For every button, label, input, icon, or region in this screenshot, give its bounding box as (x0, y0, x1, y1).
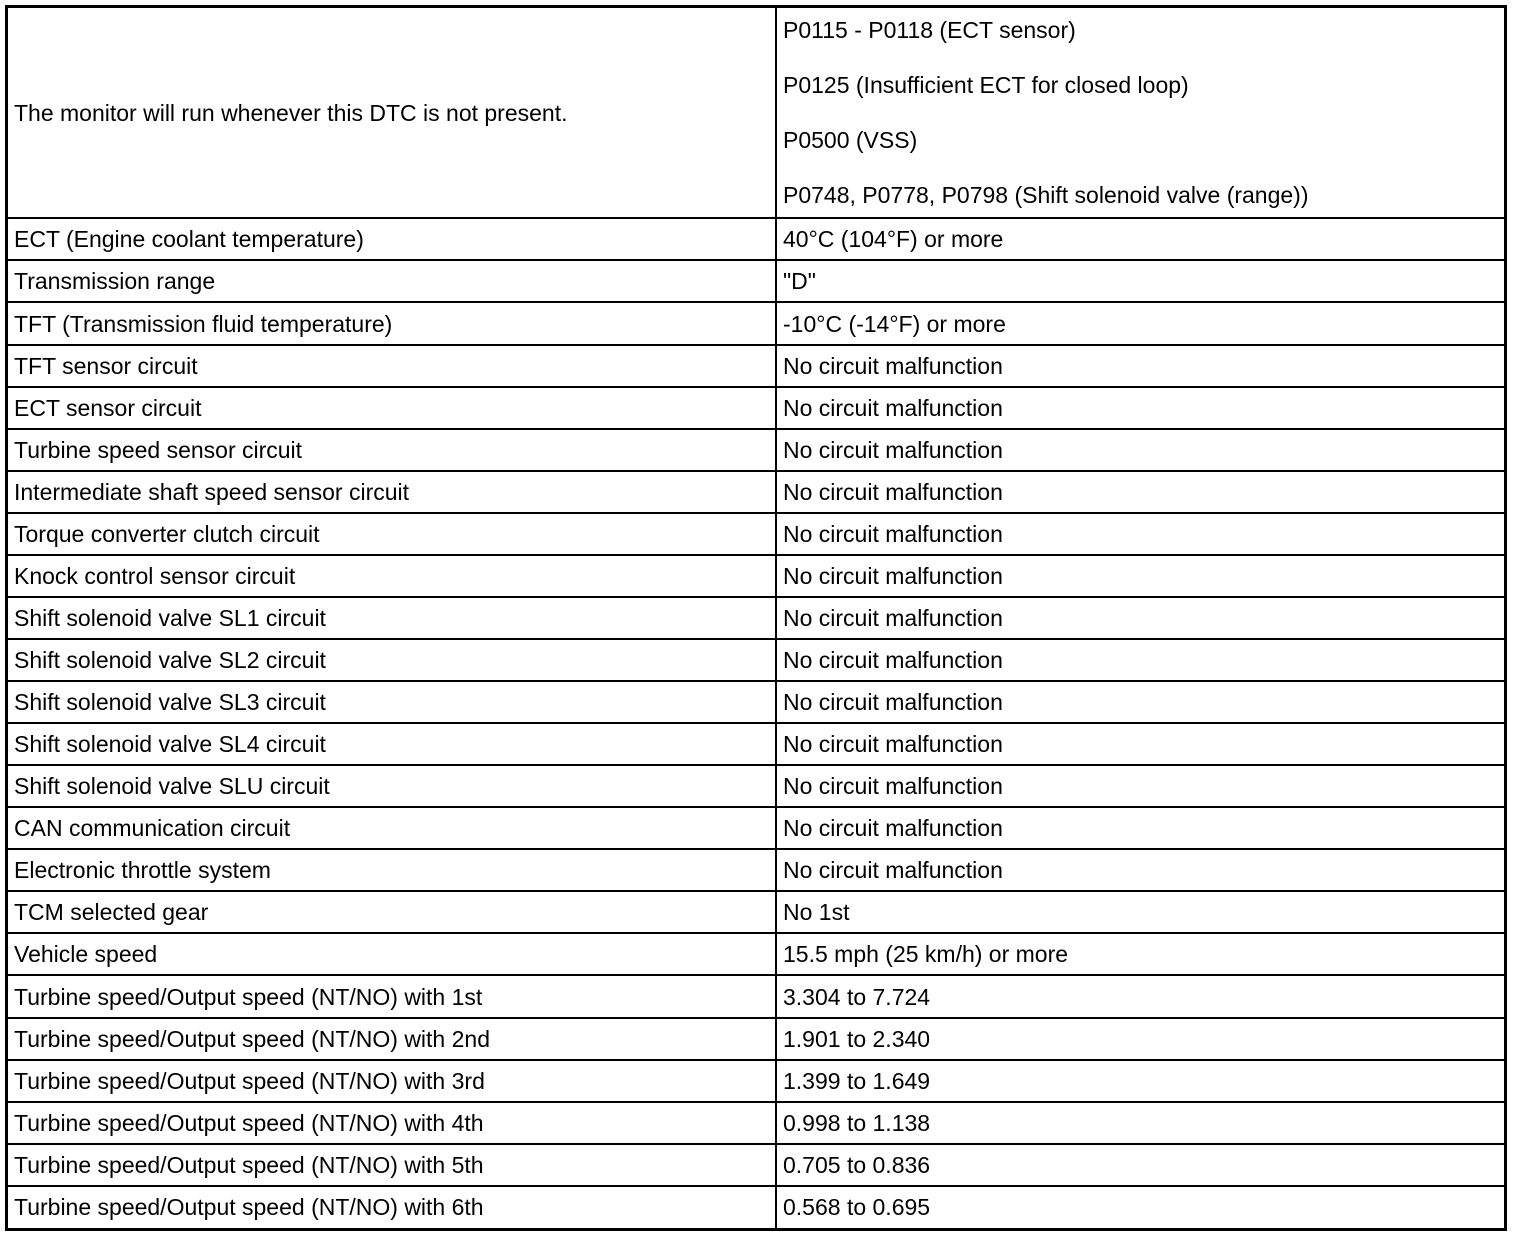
row-value: "D" (776, 260, 1504, 302)
table-row (8, 933, 1504, 975)
row-label: TFT (Transmission fluid temperature) (8, 302, 776, 344)
row-label: Transmission range (8, 260, 776, 302)
table-row (8, 597, 1504, 639)
row-value: No 1st (776, 891, 1504, 933)
table-row (8, 849, 1504, 891)
table-row (8, 975, 1504, 1017)
table-row (8, 513, 1504, 555)
table-row (8, 429, 1504, 471)
table-row (8, 1186, 1504, 1228)
row-value: No circuit malfunction (776, 345, 1504, 387)
dtc-item: P0115 - P0118 (ECT sensor) (783, 17, 1076, 43)
row-label: TFT sensor circuit (8, 345, 776, 387)
row-value: No circuit malfunction (776, 807, 1504, 849)
conditions-table (5, 5, 1507, 1231)
table-row (8, 260, 1504, 302)
row-value: No circuit malfunction (776, 555, 1504, 597)
table-row (8, 302, 1504, 344)
dtc-item: P0125 (Insufficient ECT for closed loop) (783, 72, 1189, 98)
row-value: No circuit malfunction (776, 387, 1504, 429)
row-value: 1.901 to 2.340 (776, 1018, 1504, 1060)
conditions-table-grid (8, 8, 1504, 1228)
table-body (8, 8, 1504, 1228)
row-value: 1.399 to 1.649 (776, 1060, 1504, 1102)
row-label: Intermediate shaft speed sensor circuit (8, 471, 776, 513)
table-row (8, 1102, 1504, 1144)
table-row (8, 218, 1504, 260)
table-row (8, 1144, 1504, 1186)
table-row (8, 1018, 1504, 1060)
table-row (8, 1060, 1504, 1102)
row-label: Vehicle speed (8, 933, 776, 975)
table-row (8, 639, 1504, 681)
row-value: No circuit malfunction (776, 597, 1504, 639)
row-label: Shift solenoid valve SL4 circuit (8, 723, 776, 765)
row-label: Turbine speed/Output speed (NT/NO) with 3rd (8, 1060, 776, 1102)
row-label: Turbine speed/Output speed (NT/NO) with 2nd (8, 1018, 776, 1060)
row-value: No circuit malfunction (776, 681, 1504, 723)
dtc-item: P0748, P0778, P0798 (Shift solenoid valve (range)) (783, 182, 1309, 208)
row-label: Shift solenoid valve SL2 circuit (8, 639, 776, 681)
row-label: TCM selected gear (8, 891, 776, 933)
row-value: 0.705 to 0.836 (776, 1144, 1504, 1186)
row-value: 3.304 to 7.724 (776, 975, 1504, 1017)
row-label: Turbine speed/Output speed (NT/NO) with 6th (8, 1186, 776, 1228)
table-row (8, 807, 1504, 849)
row-label: Turbine speed/Output speed (NT/NO) with 1st (8, 975, 776, 1017)
row-value: No circuit malfunction (776, 849, 1504, 891)
row-label: Turbine speed/Output speed (NT/NO) with 5th (8, 1144, 776, 1186)
row-label: Shift solenoid valve SL1 circuit (8, 597, 776, 639)
table-row (8, 387, 1504, 429)
row-label: The monitor will run whenever this DTC is not present. (8, 8, 776, 218)
row-value: 40°C (104°F) or more (776, 218, 1504, 260)
row-label: Knock control sensor circuit (8, 555, 776, 597)
row-value: -10°C (-14°F) or more (776, 302, 1504, 344)
row-value: 0.568 to 0.695 (776, 1186, 1504, 1228)
row-value: 15.5 mph (25 km/h) or more (776, 933, 1504, 975)
table-row (8, 345, 1504, 387)
table-row-dtc (8, 8, 1504, 218)
table-row (8, 891, 1504, 933)
row-value: No circuit malfunction (776, 639, 1504, 681)
row-label: Turbine speed/Output speed (NT/NO) with 4th (8, 1102, 776, 1144)
row-value: No circuit malfunction (776, 429, 1504, 471)
row-value: No circuit malfunction (776, 765, 1504, 807)
row-label: Shift solenoid valve SL3 circuit (8, 681, 776, 723)
row-label: Shift solenoid valve SLU circuit (8, 765, 776, 807)
row-value: No circuit malfunction (776, 471, 1504, 513)
row-label: CAN communication circuit (8, 807, 776, 849)
row-value: No circuit malfunction (776, 723, 1504, 765)
table-row (8, 681, 1504, 723)
row-label: Torque converter clutch circuit (8, 513, 776, 555)
row-value: No circuit malfunction (776, 513, 1504, 555)
row-label: Turbine speed sensor circuit (8, 429, 776, 471)
row-label: ECT sensor circuit (8, 387, 776, 429)
row-label: Electronic throttle system (8, 849, 776, 891)
dtc-item: P0500 (VSS) (783, 127, 918, 153)
row-label: ECT (Engine coolant temperature) (8, 218, 776, 260)
table-row (8, 723, 1504, 765)
table-row (8, 765, 1504, 807)
dtc-list-cell (776, 8, 1504, 218)
table-row (8, 555, 1504, 597)
table-row (8, 471, 1504, 513)
row-value: 0.998 to 1.138 (776, 1102, 1504, 1144)
